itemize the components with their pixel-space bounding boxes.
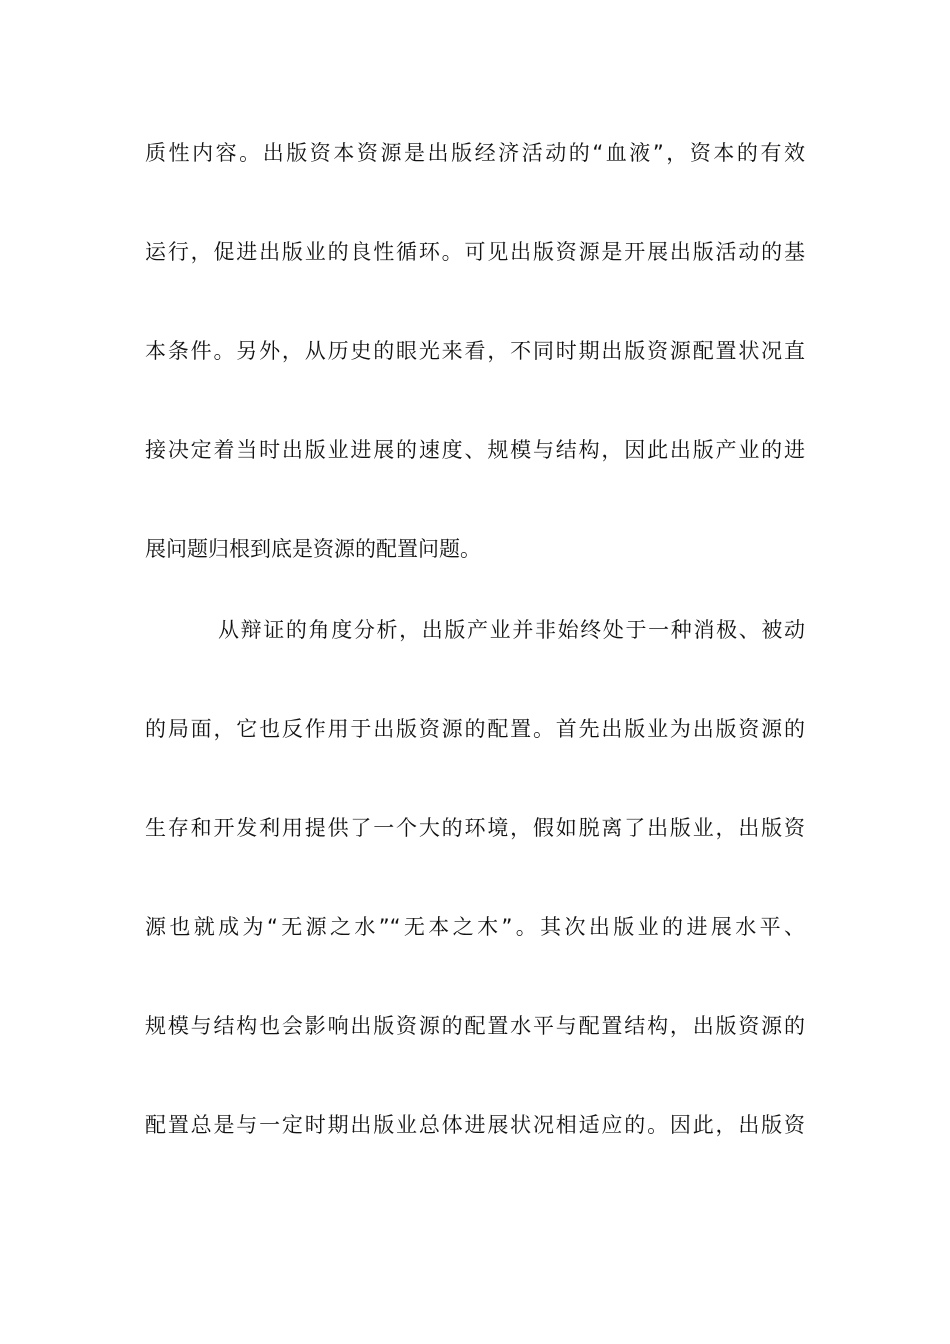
text-line: 源也就成为“无源之水”“无本之木”。其次出版业的进展水平、 [145,915,805,939]
text-line: 展问题归根到底是资源的配置问题。 [145,537,481,561]
text-line: 配置总是与一定时期出版业总体进展状况相适应的。因此，出版资 [145,1113,805,1137]
text-line: 本条件。另外，从历史的眼光来看，不同时期出版资源配置状况直 [145,339,805,363]
text-line: 接决定着当时出版业进展的速度、规模与结构，因此出版产业的进 [145,438,805,462]
text-line: 从辩证的角度分析，出版产业并非始终处于一种消极、被动 [218,618,805,642]
text-line: 的局面，它也反作用于出版资源的配置。首先出版业为出版资源的 [145,717,805,741]
text-line: 生存和开发利用提供了一个大的环境，假如脱离了出版业，出版资 [145,816,805,840]
text-line: 质性内容。出版资本资源是出版经济活动的“血液”，资本的有效 [145,141,805,165]
text-line: 运行，促进出版业的良性循环。可见出版资源是开展出版活动的基 [145,240,805,264]
text-line: 规模与结构也会影响出版资源的配置水平与配置结构，出版资源的 [145,1014,805,1038]
